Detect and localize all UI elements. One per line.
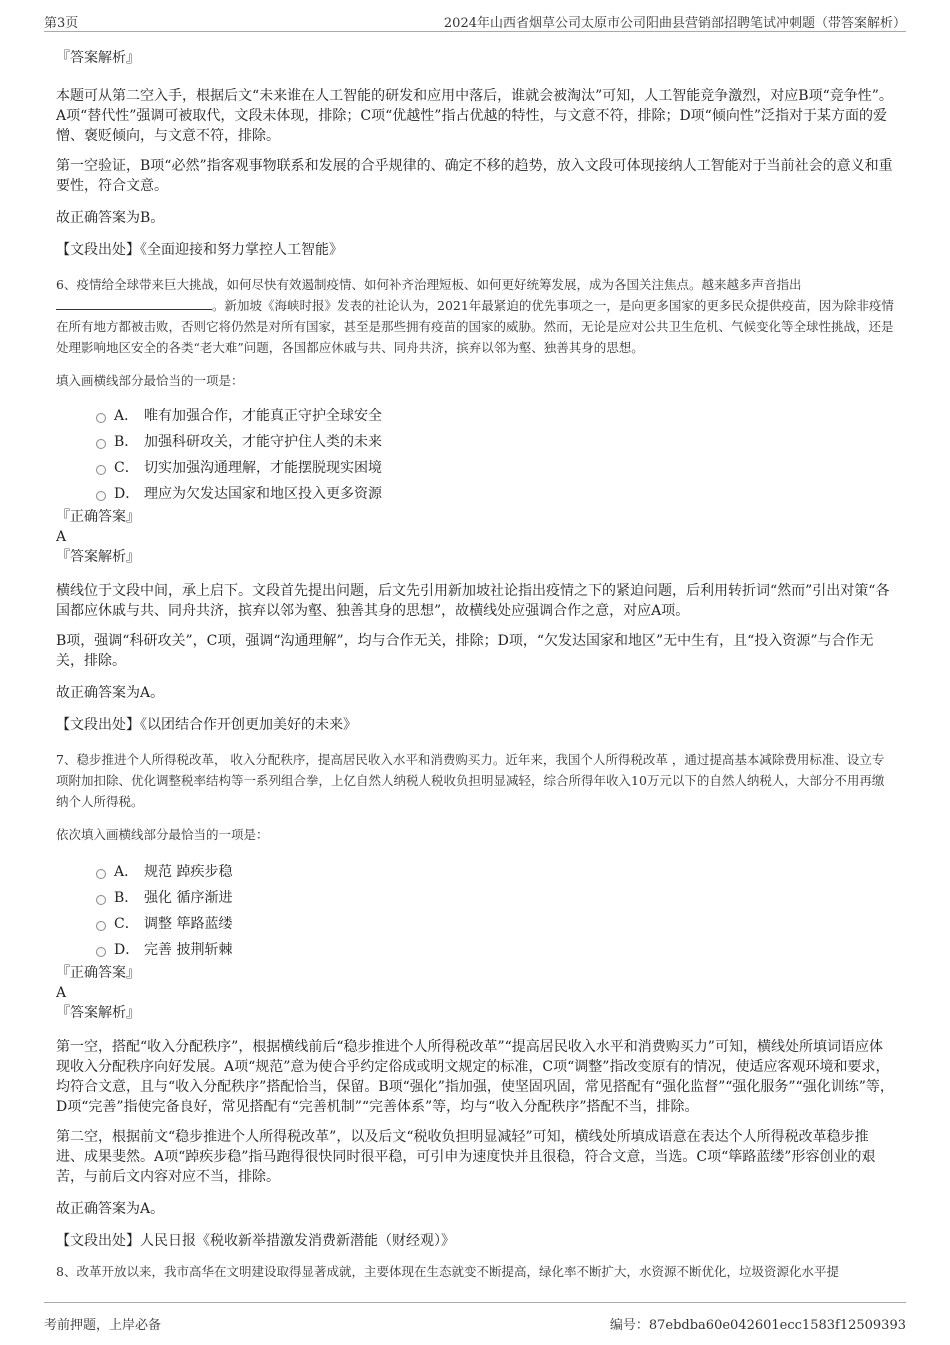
footer-slogan: 考前押题，上岸必备 — [44, 1318, 162, 1333]
radio-icon[interactable] — [96, 869, 106, 879]
question-stem: 7、稳步推进个人所得税改革， 收入分配秩序，提高居民收入水平和消费购买力。近年来，我国个人所得税改革 ，通过提高基本减除费用标准、设立专项附加扣除、优化调整税率结构等一系列组合拳，上亿自然人纳税人税收负担明显减轻，综合所得年收入10万元以下的自然人纳税人，大部分不用再缴纳个人所得税。 — [56, 752, 885, 809]
page-number: 第3页 — [44, 16, 79, 31]
correct-answer-label: 『正确答案』 — [56, 965, 140, 981]
option-list — [56, 859, 896, 963]
conclusion: 故正确答案为A。 — [56, 685, 165, 701]
analysis-paragraph: 第二空，根据前文“稳步推进个人所得税改革”，以及后文“税收负担明显减轻”可知，横线处所填成语意在表达个人所得税改革稳步推进、成果斐然。A项“踔疾步稳”指马跑得很快同时很平稳，可引申为速度快并且很稳，符合文意，当选。C项“筚路蓝缕”形容创业的艰苦，与前后文内容对应不当，排除。 — [56, 1129, 876, 1185]
next-question-clipped: 8、改革开放以来，我市高华在文明建设取得显著成就，主要体现在生态就变不断提高，绿化率不断扩大，水资源不断优化，垃圾资源化水平提 — [56, 1264, 839, 1279]
analysis-paragraph: 第一空验证，B项“必然”指客观事物联系和发展的合乎规律的、确定不移的趋势，放入文段可体现接纳人工智能对于当前社会的意义和重要性，符合文意。 — [56, 158, 893, 194]
analysis-paragraph: B项，强调“科研攻关”，C项，强调“沟通理解”，均与合作无关，排除；D项，“欠发达国家和地区”无中生有，且“投入资源”与合作无关，排除。 — [56, 633, 874, 669]
document-body — [56, 44, 896, 1294]
option-c[interactable]: C． 切实加强沟通理解，才能摆脱现实困境 — [56, 455, 896, 481]
option-d[interactable]: D． 理应为欠发达国家和地区投入更多资源 — [56, 481, 896, 507]
analysis-paragraph: 横线位于文段中间，承上启下。文段首先提出问题，后文先引用新加坡社论指出疫情之下的紧迫问题，后利用转折词“然而”引出对策“各国都应休戚与共、同舟共济，摈弃以邻为壑、独善其身的思想”，故横线处应强调合作之意，对应A项。 — [56, 583, 890, 619]
radio-icon[interactable] — [96, 413, 106, 423]
radio-icon[interactable] — [96, 921, 106, 931]
question-prompt: 填入画横线部分最恰当的一项是： — [56, 373, 244, 388]
option-c[interactable]: C． 调整 筚路蓝缕 — [56, 911, 896, 937]
option-a[interactable]: A． 规范 踔疾步稳 — [56, 859, 896, 885]
analysis-label: 『答案解析』 — [56, 549, 140, 565]
footer-divider — [44, 1302, 906, 1303]
page-header — [44, 10, 906, 30]
option-b[interactable]: B． 强化 循序渐进 — [56, 885, 896, 911]
conclusion: 故正确答案为B。 — [56, 210, 165, 226]
option-list — [56, 403, 896, 507]
radio-icon[interactable] — [96, 439, 106, 449]
source-citation: 【文段出处】《全面迎接和努力掌控人工智能》 — [56, 242, 343, 258]
source-citation: 【文段出处】人民日报《税收新举措激发消费新潜能（财经观）》 — [56, 1233, 455, 1249]
option-b[interactable]: B． 加强科研攻关，才能守护住人类的未来 — [56, 429, 896, 455]
header-divider — [44, 31, 906, 32]
analysis-paragraph: 本题可从第二空入手，根据后文“未来谁在人工智能的研发和应用中落后，谁就会被淘汰”可知，人工智能竞争激烈，对应B项“竞争性”。A项“替代性”强调可被取代，文段未体现，排除；C项“优越性”指占优越的特性，与文意不符，排除；D项“倾向性”泛指对于某方面的爱憎、褒贬倾向，与文意不符，排除。 — [56, 88, 893, 144]
document-id: 编号：87ebdba60e042601ecc1583f12509393 — [609, 1318, 906, 1333]
analysis-paragraph: 第一空，搭配“收入分配秩序”，根据横线前后“稳步推进个人所得税改革”“提高居民收入水平和消费购买力”可知，横线处所填词语应体现收入分配秩序向好发展。A项“规范”意为使合乎约定俗成或明文规定的标准，C项“调整”指改变原有的情况，使适应客观环境和要求，均符合文意，且与“收入分配秩序”搭配恰当，保留。B项“强化”指加强，使坚固巩固，常见搭配有“强化监督”“强化服务”“强化训练”等，D项“完善”指使完备良好，常见搭配有“完善机制”“完善体系”等，均与“收入分配秩序”搭配不当，排除。 — [56, 1039, 894, 1115]
radio-icon[interactable] — [96, 491, 106, 501]
correct-answer-label: 『正确答案』 — [56, 509, 140, 525]
question-stem: 6、疫情给全球带来巨大挑战，如何尽快有效遏制疫情、如何补齐治理短板、如何更好统筹发展，成为各国关注焦点。越来越多声音指出。新加坡《海峡时报》发表的社论认为，2021年最紧迫的优先事项之一，是向更多国家的更多民众提供疫苗，因为除非疫情在所有地方都被击败，否则它将仍然是对所有国家，甚至是那些拥有疫苗的国家的威胁。然而，无论是应对公共卫生危机、气候变化等全球性挑战，还是处理影响地区安全的各类“老大难”问题，各国都应休戚与共、同舟共济，摈弃以邻为壑、独善其身的思想。 — [56, 277, 894, 355]
radio-icon[interactable] — [96, 947, 106, 957]
radio-icon[interactable] — [96, 895, 106, 905]
fill-blank — [56, 297, 212, 310]
conclusion: 故正确答案为A。 — [56, 1201, 165, 1217]
analysis-label: 『答案解析』 — [56, 1005, 140, 1021]
option-a[interactable]: A． 唯有加强合作，才能真正守护全球安全 — [56, 403, 896, 429]
correct-answer: A — [56, 529, 67, 545]
question-prompt: 依次填入画横线部分最恰当的一项是： — [56, 827, 269, 842]
analysis-label: 『答案解析』 — [56, 50, 140, 66]
correct-answer: A — [56, 985, 67, 1001]
radio-icon[interactable] — [96, 465, 106, 475]
option-d[interactable]: D． 完善 披荆斩棘 — [56, 937, 896, 963]
source-citation: 【文段出处】《以团结合作开创更加美好的未来》 — [56, 717, 357, 733]
document-title: 2024年山西省烟草公司太原市公司阳曲县营销部招聘笔试冲刺题（带答案解析） — [443, 16, 906, 31]
